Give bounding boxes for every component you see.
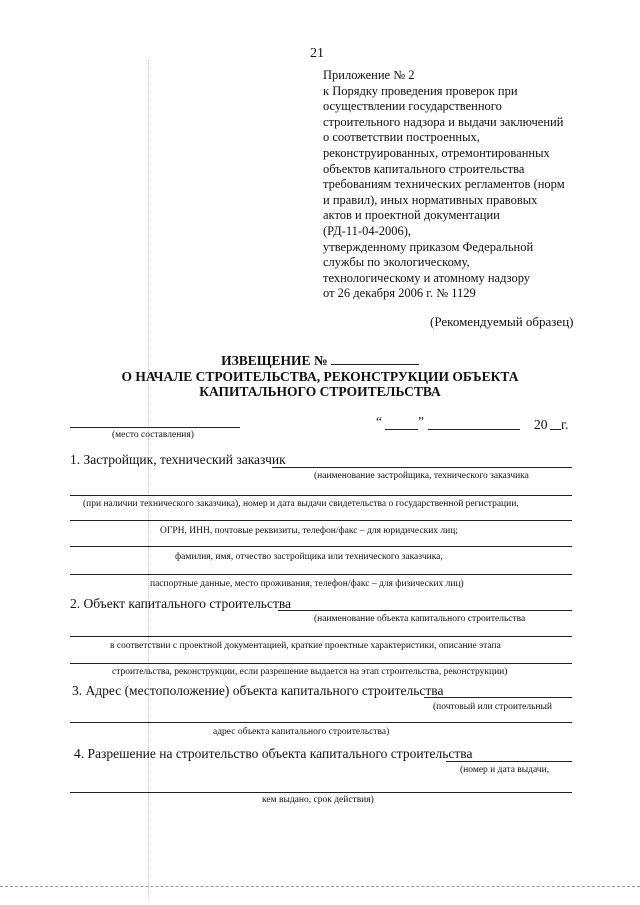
appendix-line: объектов капитального строительства — [323, 161, 525, 176]
appendix-line: требованиям технических регламентов (норм — [323, 177, 565, 192]
section-4-caption-1: (номер и дата выдачи, — [460, 765, 550, 775]
year-field[interactable] — [550, 429, 561, 430]
scan-margin-artifact — [148, 60, 149, 900]
month-field[interactable] — [428, 429, 520, 430]
section-2-field-1[interactable] — [278, 610, 572, 611]
section-2-caption-3: строительства, реконструкции, если разрешение выдается на этап строительства, реконструкции) — [112, 667, 508, 677]
notice-number-field[interactable] — [331, 352, 419, 365]
section-4-field-1[interactable] — [446, 761, 572, 762]
sample-label: (Рекомендуемый образец) — [430, 314, 574, 329]
page-number: 21 — [310, 46, 324, 61]
section-4-label: 4. Разрешение на строительство объекта капитального строительства — [74, 746, 473, 761]
year-prefix: 20 — [534, 417, 548, 432]
section-1-field-4[interactable] — [70, 546, 572, 547]
appendix-line: осуществлении государственного — [323, 99, 502, 114]
section-3-caption-2: адрес объекта капитального строительства) — [213, 727, 390, 737]
notice-subtitle-2: КАПИТАЛЬНОГО СТРОИТЕЛЬСТВА — [199, 384, 441, 399]
section-4-caption-2: кем выдано, срок действия) — [262, 795, 374, 805]
appendix-line: к Порядку проведения проверок при — [323, 83, 518, 98]
section-1-caption-1: (наименование застройщика, технического заказчика — [314, 471, 529, 481]
section-1-caption-4: фамилия, имя, отчество застройщика или технического заказчика, — [175, 552, 443, 562]
section-3-caption-1: (почтовый или строительный — [433, 702, 552, 712]
appendix-line: утвержденному приказом Федеральной — [323, 239, 534, 254]
notice-title-text: ИЗВЕЩЕНИЕ № — [221, 353, 328, 368]
appendix-line: службы по экологическому, — [323, 255, 470, 270]
appendix-line: реконструированных, отремонтированных — [323, 145, 550, 160]
section-2-label: 2. Объект капитального строительства — [70, 596, 292, 611]
year-suffix: г. — [561, 417, 569, 432]
place-field[interactable] — [70, 427, 240, 428]
appendix-line: от 26 декабря 2006 г. № 1129 — [323, 286, 476, 301]
appendix-header — [323, 68, 565, 302]
section-1-field-5[interactable] — [70, 574, 572, 575]
place-caption: (место составления) — [112, 430, 194, 440]
scan-edge-artifact — [0, 886, 640, 887]
day-field[interactable] — [385, 429, 418, 430]
close-quote: ” — [418, 414, 424, 429]
section-3-field-1[interactable] — [424, 697, 572, 698]
section-1-label: 1. Застройщик, технический заказчик — [70, 452, 286, 467]
section-2-field-2[interactable] — [70, 636, 572, 637]
section-2-caption-1: (наименование объекта капитального строительства — [314, 614, 526, 624]
section-1-caption-3: ОГРН, ИНН, почтовые реквизиты, телефон/факс – для юридических лиц; — [160, 526, 458, 536]
appendix-line: технологическому и атомному надзору — [323, 270, 531, 285]
section-3-field-2[interactable] — [70, 722, 572, 723]
section-2-caption-2: в соответствии с проектной документацией, краткие проектные характеристики, описание этапа — [110, 641, 501, 651]
section-3-label: 3. Адрес (местоположение) объекта капитального строительства — [72, 683, 444, 698]
appendix-line: строительного надзора и выдачи заключений — [323, 114, 564, 129]
notice-subtitle: О НАЧАЛЕ СТРОИТЕЛЬСТВА, РЕКОНСТРУКЦИИ ОБЪЕКТА — [121, 369, 519, 384]
section-1-caption-2: (при наличии технического заказчика), номер и дата выдачи свидетельства о государственной регистрации, — [83, 499, 519, 509]
notice-title — [0, 352, 640, 369]
section-4-field-2[interactable] — [70, 792, 572, 793]
section-1-caption-5: паспортные данные, место проживания, телефон/факс – для физических лиц) — [150, 579, 464, 589]
appendix-line: и правил), иных нормативных правовых — [323, 192, 538, 207]
open-quote: “ — [376, 414, 382, 429]
appendix-line: (РД-11-04-2006), — [323, 223, 412, 238]
section-2-field-3[interactable] — [70, 663, 572, 664]
section-1-field-1[interactable] — [272, 467, 572, 468]
appendix-line: о соответствии построенных, — [323, 130, 480, 145]
section-1-field-2[interactable] — [70, 495, 572, 496]
appendix-line: Приложение № 2 — [323, 68, 415, 82]
section-1-field-3[interactable] — [70, 520, 572, 521]
appendix-line: актов и проектной документации — [323, 208, 500, 223]
